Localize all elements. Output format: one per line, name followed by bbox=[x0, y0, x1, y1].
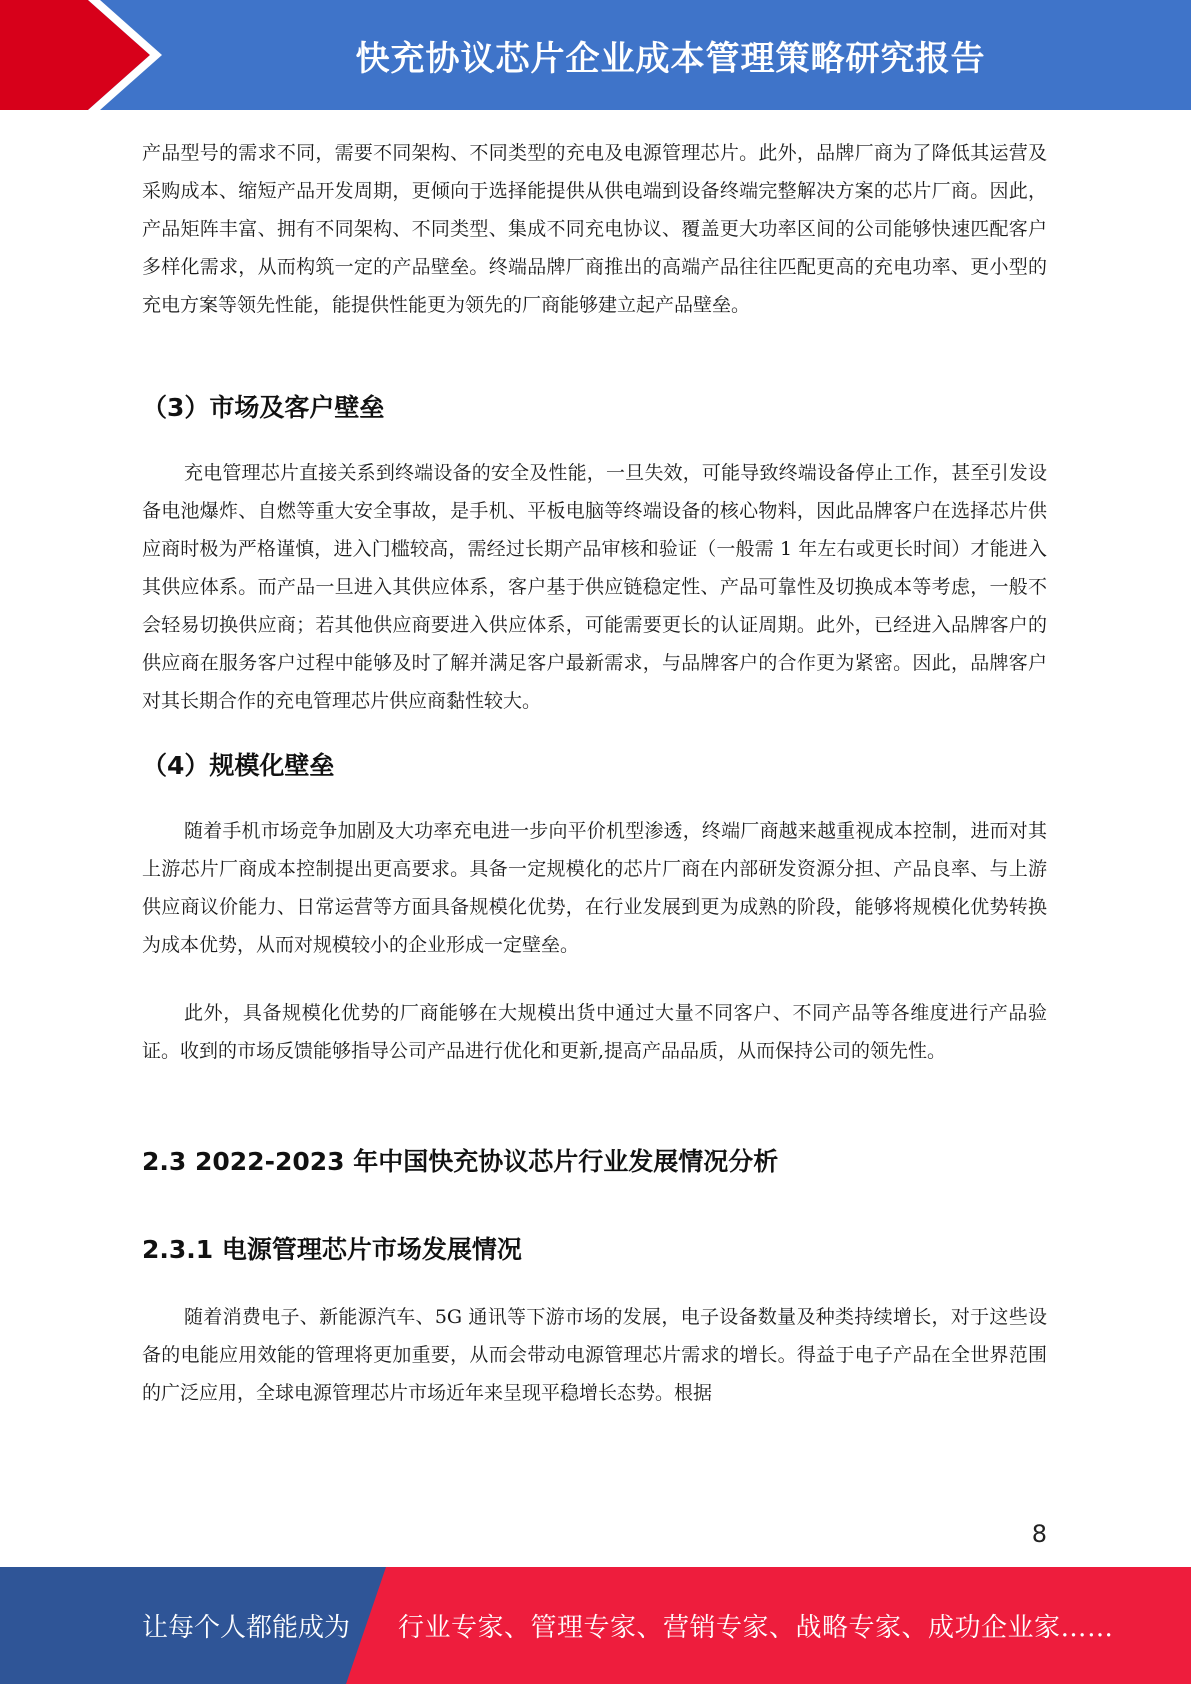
section-heading-market-customer-barrier: （3）市场及客户壁垒 bbox=[142, 393, 385, 422]
section-heading-2-3: 2.3 2022-2023 年中国快充协议芯片行业发展情况分析 bbox=[142, 1147, 779, 1176]
section-heading-scale-barrier: （4）规模化壁垒 bbox=[142, 751, 335, 780]
footer-slogan-left: 让每个人都能成为 bbox=[142, 1613, 351, 1643]
section-paragraph-scale-barrier-1: 随着手机市场竞争加剧及大功率充电进一步向平价机型渗透，终端厂商越来越重视成本控制，进而对其上游芯片厂商成本控制提出更高要求。具备一定规模化的芯片厂商在内部研发资源分担、产品良率、与上游供应商议价能力、日常运营等方面具备规模化优势，在行业发展到更为成熟的阶段，能够将规模化优势转换为成本优势，从而对规模较小的企业形成一定壁垒。 bbox=[142, 820, 1047, 956]
report-footer bbox=[0, 1567, 1191, 1684]
report-header bbox=[0, 0, 1191, 110]
document-body bbox=[142, 134, 1047, 1412]
footer-slogan-right: 行业专家、管理专家、营销专家、战略专家、成功企业家…… bbox=[398, 1613, 1114, 1643]
section-paragraph-scale-barrier-2: 此外，具备规模化优势的厂商能够在大规模出货中通过大量不同客户、不同产品等各维度进行产品验证。收到的市场反馈能够指导公司产品进行优化和更新,提高产品品质，从而保持公司的领先性。 bbox=[142, 1002, 1047, 1062]
report-title: 快充协议芯片企业成本管理策略研究报告 bbox=[355, 38, 986, 79]
section-heading-2-3-1: 2.3.1 电源管理芯片市场发展情况 bbox=[142, 1235, 522, 1264]
section-paragraph-power-management: 随着消费电子、新能源汽车、5G 通讯等下游市场的发展，电子设备数量及种类持续增长，对于这些设备的电能应用效能的管理将更加重要，从而会带动电源管理芯片需求的增长。得益于电子产品在全世界范围的广泛应用，全球电源管理芯片市场近年来呈现平稳增长态势。根据 bbox=[142, 1306, 1047, 1404]
page-number: 8 bbox=[1031, 1520, 1047, 1548]
intro-paragraph: 产品型号的需求不同，需要不同架构、不同类型的充电及电源管理芯片。此外，品牌厂商为了降低其运营及采购成本、缩短产品开发周期，更倾向于选择能提供从供电端到设备终端完整解决方案的芯片厂商。因此，产品矩阵丰富、拥有不同架构、不同类型、集成不同充电协议、覆盖更大功率区间的公司能够快速匹配客户多样化需求，从而构筑一定的产品壁垒。终端品牌厂商推出的高端产品往往匹配更高的充电功率、更小型的充电方案等领先性能，能提供性能更为领先的厂商能够建立起产品壁垒。 bbox=[142, 142, 1047, 316]
section-paragraph-market-customer-barrier: 充电管理芯片直接关系到终端设备的安全及性能，一旦失效，可能导致终端设备停止工作，甚至引发设备电池爆炸、自燃等重大安全事故，是手机、平板电脑等终端设备的核心物料，因此品牌客户在选择芯片供应商时极为严格谨慎，进入门槛较高，需经过长期产品审核和验证（一般需 1 年左右或更长时间）才能进入其供应体系。而产品一旦进入其供应体系，客户基于供应链稳定性、产品可靠性及切换成本等考虑，一般不会轻易切换供应商；若其他供应商要进入供应体系，可能需要更长的认证周期。此外，已经进入品牌客户的供应商在服务客户过程中能够及时了解并满足客户最新需求，与品牌客户的合作更为紧密。因此，品牌客户对其长期合作的充电管理芯片供应商黏性较大。 bbox=[142, 462, 1047, 712]
